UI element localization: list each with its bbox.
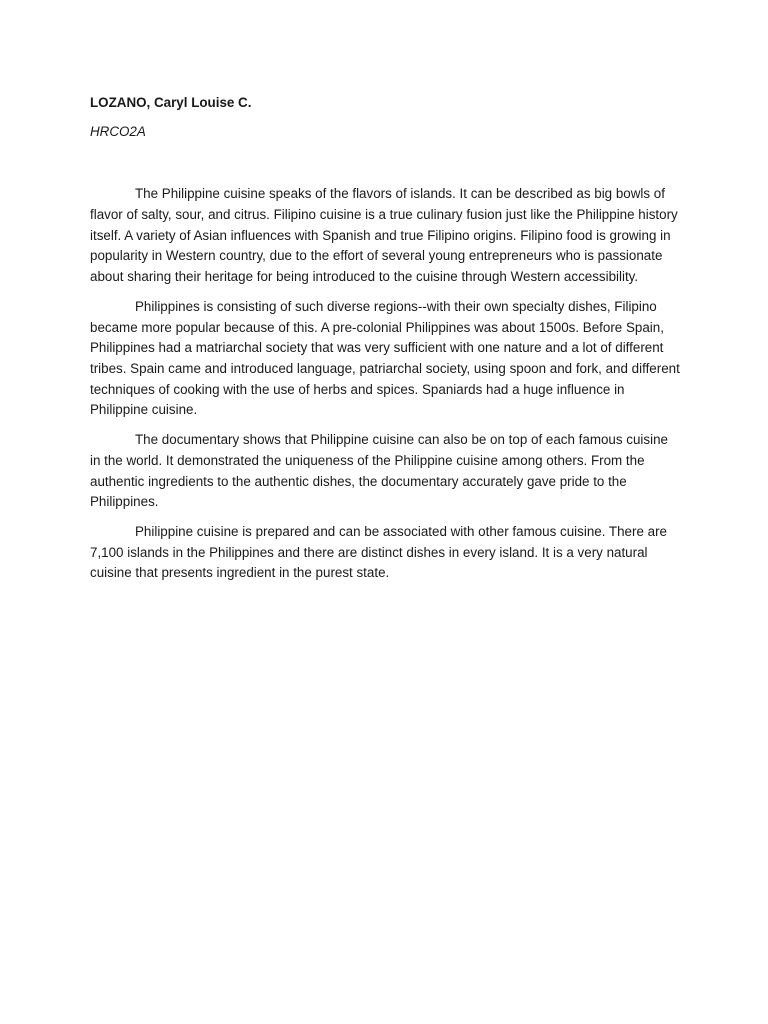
paragraph: Philippines is consisting of such diverse regions--with their own specialty dishes, Filipino became more popular because of this. A pre-colonial Philippines was about 1500s. Before Spain, Philippines had a matriarchal society that was very sufficient with one nature and a lot of different tribes. Spain came and introduced language, patriarchal society, using spoon and fork, and different techniques of cooking with the use of herbs and spices. Spaniards had a huge influence in Philippine cuisine. — [90, 298, 680, 418]
paragraph: The documentary shows that Philippine cuisine can also be on top of each famous cuisine in the world. It demonstrated the uniqueness of the Philippine cuisine among others. From the authentic ingredients to the authentic dishes, the documentary accurately gave pride to the Philippines. — [90, 432, 668, 510]
author-name: LOZANO, Caryl Louise C. — [90, 95, 252, 110]
course-code: HRCO2A — [90, 123, 146, 139]
paragraph: The Philippine cuisine speaks of the flavors of islands. It can be described as big bowls of flavor of salty, sour, and citrus. Filipino cuisine is a true culinary fusion just like the Philippine history itself. A variety of Asian influences with Spanish and true Filipino origins. Filipino food is growing in popularity in Western country, due to the effort of several young entrepreneurs who is passionate about sharing their heritage for being introduced to the cuisine through Western accessibility. — [90, 186, 678, 285]
document-content — [90, 93, 680, 593]
essay-body — [90, 184, 680, 584]
paragraph: Philippine cuisine is prepared and can be associated with other famous cuisine. There are 7,100 islands in the Philippines and there are distinct dishes in every island. It is a very natural cuisine that presents ingredient in the purest state. — [90, 523, 667, 581]
